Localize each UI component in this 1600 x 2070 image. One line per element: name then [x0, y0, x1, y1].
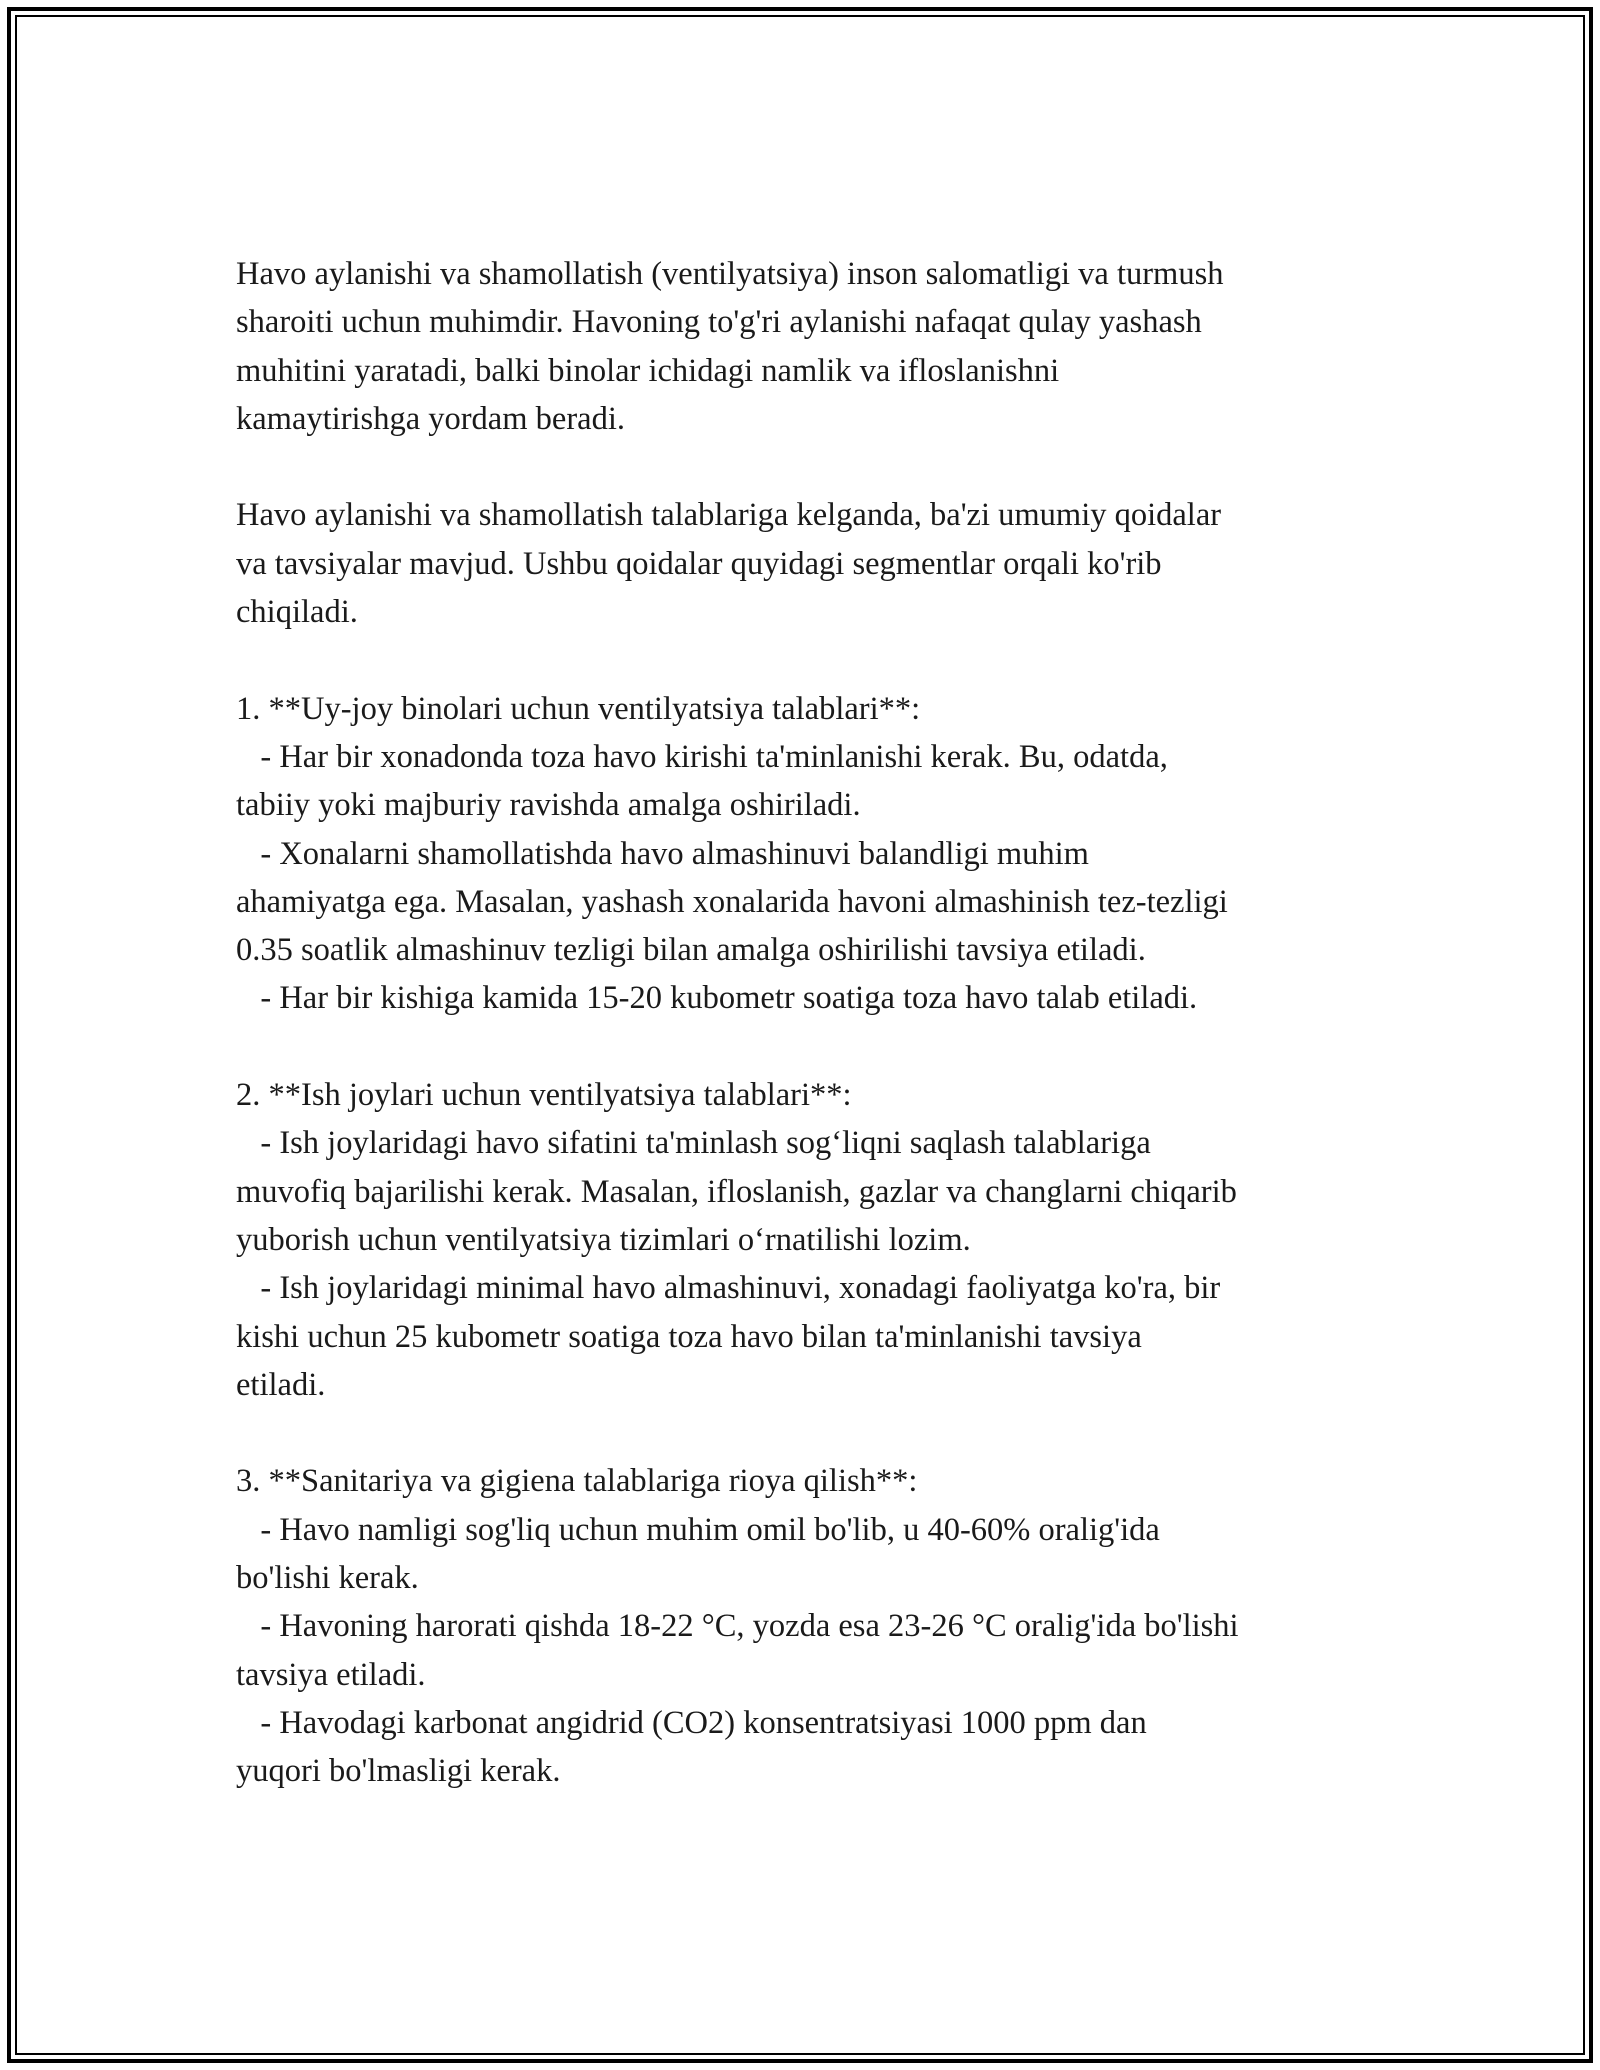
text-line: yuborish uchun ventilyatsiya tizimlari o‘rnatilishi lozim. — [236, 1221, 971, 1258]
paragraph-spacer — [236, 1023, 1386, 1071]
text-line: sharoiti uchun muhimdir. Havoning to'g'ri aylanishi nafaqat qulay yashash — [236, 304, 1202, 341]
text-line: Havo aylanishi va shamollatish (ventilyatsiya) inson salomatligi va turmush — [236, 256, 1224, 292]
text-line: yuqori bo'lmasligi kerak. — [236, 1753, 561, 1790]
lead-paragraph — [236, 491, 1386, 636]
text-line: ahamiyatga ega. Masalan, yashash xonalarida havoni almashinish tez-tezligi — [236, 883, 1228, 920]
section-heading: 1. **Uy-joy binolari uchun ventilyatsiya talablari**: — [236, 690, 921, 727]
intro-paragraph — [236, 250, 1386, 443]
text-line: kamaytirishga yordam beradi. — [236, 400, 625, 437]
text-line: etiladi. — [236, 1366, 326, 1403]
text-line: tavsiya etiladi. — [236, 1656, 426, 1693]
text-line: muhitini yaratadi, balki binolar ichidagi namlik va ifloslanishni — [236, 352, 1060, 389]
section-residential — [236, 685, 1386, 1023]
text-line: tabiiy yoki majburiy ravishda amalga oshiriladi. — [236, 787, 861, 824]
paragraph-spacer — [236, 636, 1386, 684]
text-line: 0.35 soatlik almashinuv tezligi bilan amalga oshirilishi tavsiya etiladi. — [236, 932, 1146, 969]
text-line: - Har bir xonadonda toza havo kirishi ta'minlanishi kerak. Bu, odatda, — [236, 738, 1168, 775]
text-line: - Havo namligi sog'liq uchun muhim omil bo'lib, u 40-60% oralig'ida — [236, 1511, 1160, 1548]
paragraph-spacer — [236, 443, 1386, 491]
text-line: - Har bir kishiga kamida 15-20 kubometr soatiga toza havo talab etiladi. — [236, 980, 1198, 1017]
section-workplaces — [236, 1071, 1386, 1409]
text-line: - Ish joylaridagi havo sifatini ta'minlash sog‘liqni saqlash talablariga — [236, 1125, 1151, 1162]
text-line: - Havoning harorati qishda 18-22 °C, yozda esa 23-26 °C oralig'ida bo'lishi — [236, 1608, 1239, 1645]
section-heading: 2. **Ish joylari uchun ventilyatsiya talablari**: — [236, 1077, 852, 1114]
text-line: chiqiladi. — [236, 594, 358, 631]
text-line: - Ish joylaridagi minimal havo almashinuvi, xonadagi faoliyatga ko'ra, bir — [236, 1270, 1221, 1307]
section-heading: 3. **Sanitariya va gigiena talablariga rioya qilish**: — [236, 1463, 918, 1500]
text-line: - Xonalarni shamollatishda havo almashinuvi balandligi muhim — [236, 835, 1089, 872]
text-line: va tavsiyalar mavjud. Ushbu qoidalar quyidagi segmentlar orqali ko'rib — [236, 545, 1162, 582]
text-line: bo'lishi kerak. — [236, 1560, 419, 1597]
text-line: Havo aylanishi va shamollatish talablariga kelganda, ba'zi umumiy qoidalar — [236, 497, 1222, 534]
text-line: - Havodagi karbonat angidrid (CO2) konsentratsiyasi 1000 ppm dan — [236, 1704, 1147, 1741]
text-line: muvofiq bajarilishi kerak. Masalan, ifloslanish, gazlar va changlarni chiqarib — [236, 1173, 1237, 1210]
paragraph-spacer — [236, 1409, 1386, 1457]
section-sanitary — [236, 1457, 1386, 1795]
document-body — [236, 250, 1386, 1796]
text-line: kishi uchun 25 kubometr soatiga toza havo bilan ta'minlanishi tavsiya — [236, 1318, 1142, 1355]
